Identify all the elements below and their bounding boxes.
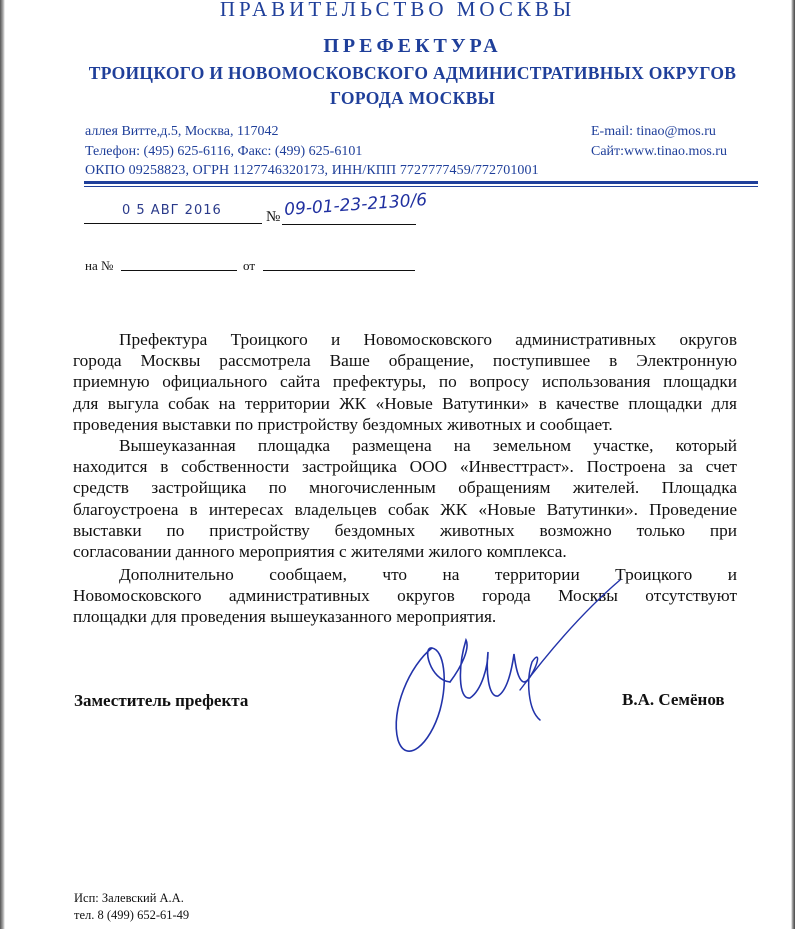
city-title: ГОРОДА МОСКВЫ [329, 88, 496, 108]
phone-fax: Телефон: (495) 625-6116, Факс: (499) 625-6101 [85, 144, 363, 159]
text-line: Дополнительно сообщаем, что на территории Троицкого и [119, 565, 737, 584]
text-line: средств застройщика по многочисленным обращениям жителей. Площадка [73, 478, 737, 498]
registration-codes: ОКПО 09258823, ОГРН 1127746320173, ИНН/КПП 7727777459/772701001 [85, 163, 539, 178]
scan-edge-right [791, 0, 795, 929]
signatory-position: Заместитель префекта [74, 691, 249, 710]
number-sign: № [266, 209, 281, 225]
text-line: находится в собственности застройщика ООО «Инвесттраст». Построена за счет [73, 457, 737, 477]
executor-phone: тел. 8 (499) 652-61-49 [74, 908, 190, 922]
header-rule-thin [84, 186, 758, 187]
text-line: Новомосковского административных округов города Москвы отсутствуют [73, 586, 737, 606]
okrugs-title: ТРОИЦКОГО И НОВОМОСКОВСКОГО АДМИНИСТРАТИВНЫХ ОКРУГОВ [88, 63, 737, 83]
text-line: города Москвы рассмотрела Ваше обращение, поступившее в Электронную [73, 351, 737, 371]
reply-number-line [121, 255, 237, 271]
text-line: площадки для проведения вышеуказанного мероприятия. [73, 607, 497, 627]
reply-from-label: от [243, 258, 256, 273]
signatory-name: В.А. Семёнов [622, 690, 725, 709]
handwritten-signature-icon [370, 570, 650, 790]
prefecture-title: ПРЕФЕКТУРА [323, 35, 502, 57]
website: Сайт:www.tinao.mos.ru [591, 144, 727, 159]
text-line: для выгула собак на территории ЖК «Новые Ватутинки» в качестве площадки для [73, 393, 737, 413]
scan-edge-left [0, 0, 5, 929]
reply-date-line [263, 255, 415, 271]
paragraph-2 [73, 435, 737, 562]
government-title: ПРАВИТЕЛЬСТВО МОСКВЫ [219, 0, 576, 21]
email: E-mail: tinao@mos.ru [591, 124, 716, 139]
text-line: выставки по пристройству бездомных животных возможно только при [73, 520, 737, 540]
reply-to-label: на № [85, 258, 114, 273]
text-line: Вышеуказанная площадка размещена на земельном участке, который [119, 436, 737, 455]
date-stamp: 0 5 АВГ 2016 [122, 203, 222, 218]
address: аллея Витте,д.5, Москва, 117042 [85, 124, 279, 139]
text-line: согласовании данного мероприятия с жителями жилого комплекса. [73, 542, 567, 562]
text-line: Префектура Троицкого и Новомосковского административных округов [119, 330, 737, 349]
header-rule-thick [84, 181, 758, 184]
registration-number: 09-01-23-2130/6 [283, 190, 428, 220]
text-line: проведения выставки по пристройству бездомных животных и сообщает. [73, 414, 613, 434]
executor: Исп: Залевский А.А. [74, 891, 184, 905]
text-line: благоустроена в интересах владельцев собак ЖК «Новые Ватутинки». Проведение [73, 499, 737, 519]
text-line: приемную официального сайта префектуры, по вопросу использования площадки [73, 372, 737, 392]
paragraph-1 [73, 329, 737, 435]
